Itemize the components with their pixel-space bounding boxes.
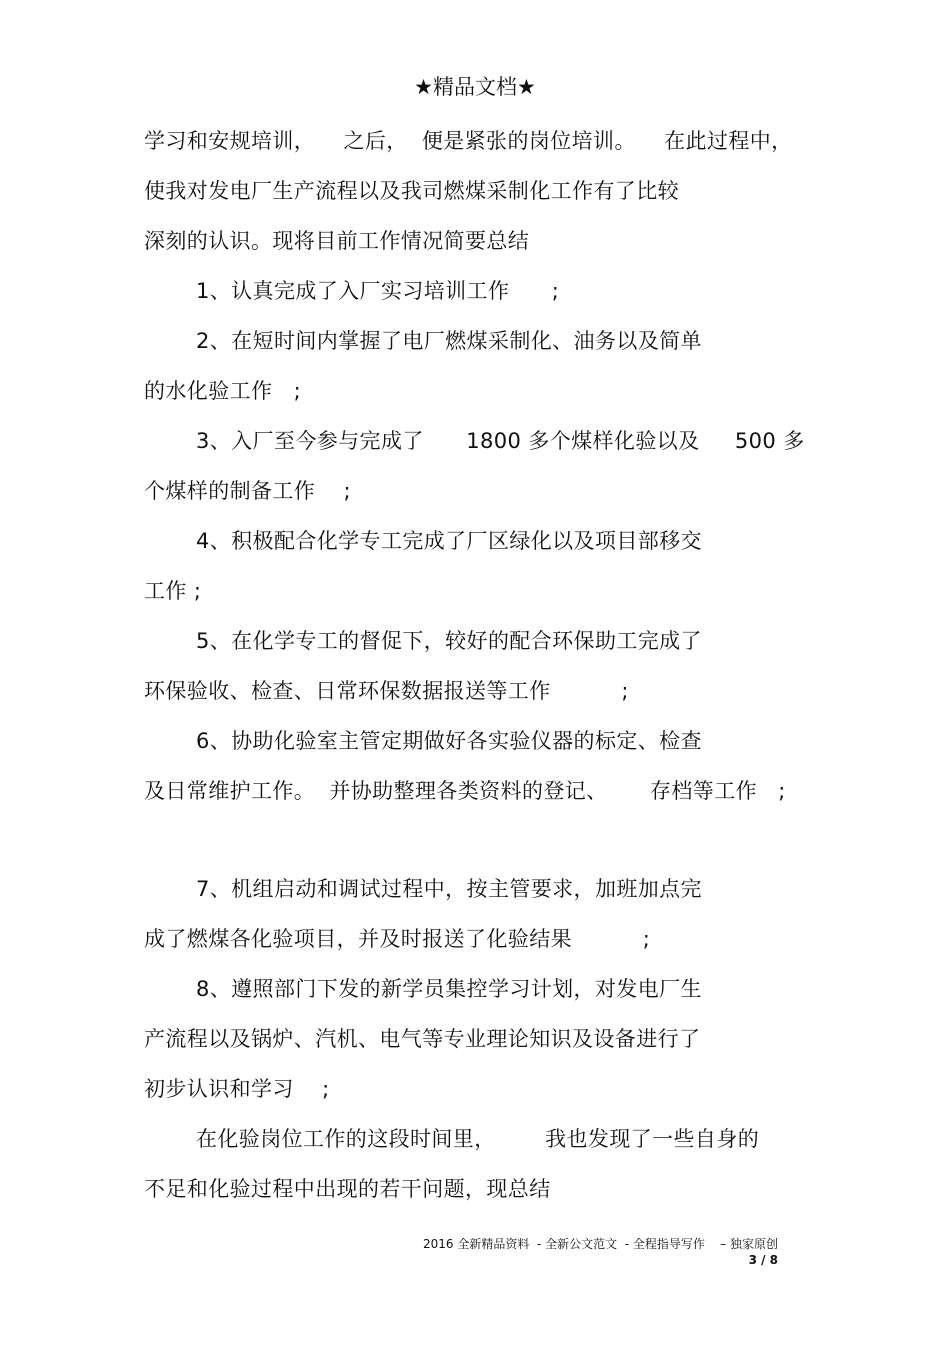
list-item-7-continuation: 成了燃煤各化验项目，并及时报送了化验结果 ; xyxy=(144,927,651,951)
list-item-2-line: 2、在短时间内掌握了电厂燃煤采制化、油务以及简单 xyxy=(196,329,702,353)
list-item-4-continuation: 工作 ; xyxy=(144,579,202,603)
list-item-3-line: 3、入厂至今参与完成了 1800 多个煤样化验以及 500 多 xyxy=(196,429,805,453)
page-header-title: ★精品文档★ xyxy=(414,75,536,99)
list-item-2-continuation: 的水化验工作 ; xyxy=(144,379,302,403)
list-item-6-line: 6、协助化验室主管定期做好各实验仪器的标定、检查 xyxy=(196,729,702,753)
paragraph-line: 不足和化验过程中出现的若干问题，现总结 xyxy=(144,1177,551,1201)
list-item-5-continuation: 环保验收、检查、日常环保数据报送等工作 ; xyxy=(144,679,629,703)
list-item-1-line: 1、认真完成了入厂实习培训工作 ; xyxy=(196,279,560,303)
paragraph-line: 在化验岗位工作的这段时间里， 我也发现了一些自身的 xyxy=(196,1127,760,1151)
list-item-6-continuation: 及日常维护工作。 并协助整理各类资料的登记、 存档等工作 ; xyxy=(144,779,786,803)
body-line: 使我对发电厂生产流程以及我司燃煤采制化工作有了比较 xyxy=(144,179,679,203)
footer-text: 2016 全新精品资料 - 全新公文范文 - 全程指导写作 – 独家原创 xyxy=(423,1237,778,1251)
list-item-4-line: 4、积极配合化学专工完成了厂区绿化以及项目部移交 xyxy=(196,529,702,553)
list-item-8-continuation: 初步认识和学习 ; xyxy=(144,1077,330,1101)
body-line: 学习和安规培训， 之后， 便是紧张的岗位培训。 在此过程中， xyxy=(144,129,793,153)
list-item-8-line: 8、遵照部门下发的新学员集控学习计划，对发电厂生 xyxy=(196,977,702,1001)
list-item-5-line: 5、在化学专工的督促下，较好的配合环保助工完成了 xyxy=(196,629,702,653)
list-item-8-continuation: 产流程以及锅炉、汽机、电气等专业理论知识及设备进行了 xyxy=(144,1027,701,1051)
list-item-7-line: 7、机组启动和调试过程中，按主管要求，加班加点完 xyxy=(196,877,702,901)
list-item-3-continuation: 个煤样的制备工作 ; xyxy=(144,479,351,503)
page-number: 3 / 8 xyxy=(748,1253,778,1267)
body-line: 深刻的认识。现将目前工作情况简要总结 xyxy=(144,229,530,253)
